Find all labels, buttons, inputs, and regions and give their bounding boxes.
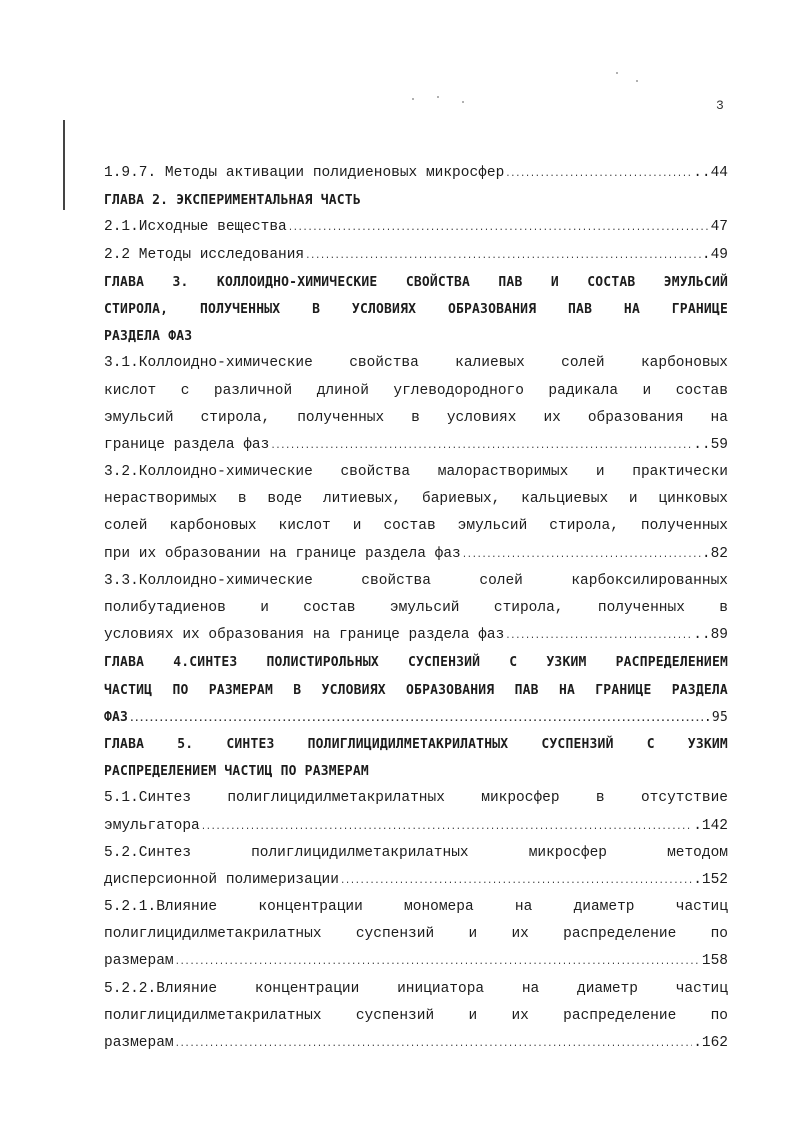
toc-word: ОБРАЗОВАНИЯ bbox=[447, 301, 537, 317]
toc-word: концентрации bbox=[254, 980, 360, 997]
toc-line bbox=[104, 622, 728, 649]
leader-dots bbox=[201, 814, 692, 841]
toc-word: практически bbox=[632, 464, 728, 481]
toc-page-number: ..44 bbox=[693, 165, 728, 181]
toc-line bbox=[104, 568, 728, 595]
toc-word: и bbox=[468, 1007, 478, 1024]
toc-word: нерастворимых bbox=[104, 491, 218, 508]
toc-page-number: 158 bbox=[701, 953, 728, 970]
toc-word: с bbox=[180, 382, 190, 399]
toc-word: микросфер bbox=[528, 844, 608, 861]
toc-page-number: .82 bbox=[701, 545, 728, 562]
toc-word: СИНТЕЗ bbox=[226, 736, 275, 752]
toc-line bbox=[104, 813, 728, 840]
toc-text: при их образовании на границе раздела фаз bbox=[104, 545, 461, 562]
toc-word: НА bbox=[558, 682, 576, 698]
toc-text: 2.1.Исходные вещества bbox=[104, 219, 287, 236]
toc-line bbox=[104, 840, 728, 867]
toc-word: суспензий bbox=[355, 1007, 435, 1024]
scan-speck bbox=[636, 80, 638, 82]
toc-word: стирола, bbox=[493, 600, 564, 616]
toc-word: УЗКИМ bbox=[687, 736, 728, 752]
toc-word: ОБРАЗОВАНИЯ bbox=[406, 682, 495, 698]
leader-dots bbox=[270, 433, 692, 460]
toc-word: В bbox=[312, 301, 321, 317]
toc-word: УСЛОВИЯХ bbox=[351, 301, 417, 317]
toc-text: размерам bbox=[104, 1035, 174, 1051]
toc-page-number: .49 bbox=[701, 246, 728, 263]
toc-word: состав bbox=[383, 518, 436, 535]
toc-word: С bbox=[509, 655, 518, 671]
toc-word: ГЛАВА bbox=[104, 274, 145, 290]
toc-word: ЭМУЛЬСИЙ bbox=[663, 274, 728, 290]
chapter-heading bbox=[104, 187, 728, 214]
toc-word: ПОЛИГЛИЦИДИЛМЕТАКРИЛАТНЫХ bbox=[307, 736, 509, 752]
toc-word: и bbox=[595, 464, 605, 481]
toc-word: диаметр bbox=[573, 899, 635, 916]
toc-word: СУСПЕНЗИЙ bbox=[541, 736, 614, 752]
toc-word: кислот bbox=[278, 518, 331, 535]
toc-text: размерам bbox=[104, 953, 174, 970]
toc-word: и bbox=[260, 600, 269, 616]
toc-text: ФАЗ bbox=[104, 709, 129, 725]
toc-word: состав bbox=[675, 382, 728, 399]
toc-word: эмульсий bbox=[389, 600, 460, 616]
toc-word: карбоновых bbox=[169, 518, 257, 535]
toc-word: распределение bbox=[563, 1007, 677, 1024]
leader-dots bbox=[175, 949, 701, 976]
toc-line bbox=[104, 976, 728, 1003]
toc-page-number: .152 bbox=[693, 871, 728, 888]
leader-dots bbox=[340, 868, 692, 895]
chapter-heading bbox=[104, 758, 728, 785]
toc-line bbox=[104, 1003, 728, 1030]
toc-line bbox=[104, 948, 728, 975]
toc-page-number: .162 bbox=[693, 1035, 728, 1051]
toc-word: эмульсий bbox=[104, 409, 174, 426]
toc-word: малорастворимых bbox=[437, 464, 569, 481]
toc-text: 1.9.7. Методы активации полидиеновых микросфер bbox=[104, 165, 505, 181]
leader-dots bbox=[505, 623, 692, 650]
toc-word: СТИРОЛА, bbox=[104, 301, 169, 317]
toc-word: в bbox=[719, 600, 728, 616]
toc-word: ГРАНИЦЕ bbox=[671, 301, 728, 317]
toc-word: УСЛОВИЯХ bbox=[321, 682, 386, 698]
toc-word: диаметр bbox=[577, 980, 638, 997]
toc-word: их bbox=[543, 409, 561, 426]
toc-word: ГЛАВА bbox=[104, 655, 145, 671]
toc-word: распределение bbox=[563, 926, 677, 943]
toc-word: свойства bbox=[361, 572, 431, 589]
chapter-heading bbox=[104, 323, 728, 350]
toc-line bbox=[104, 242, 728, 269]
toc-word: ГЛАВА bbox=[104, 736, 145, 752]
toc-word: по bbox=[710, 1007, 728, 1024]
toc-word: 5.2.1.Влияние bbox=[104, 899, 218, 916]
toc-word: И bbox=[550, 274, 559, 290]
toc-word: суспензий bbox=[355, 926, 435, 943]
toc-word: СВОЙСТВА bbox=[405, 274, 471, 290]
scan-speck bbox=[412, 98, 414, 100]
toc-word: СУСПЕНЗИЙ bbox=[407, 655, 481, 671]
leader-dots bbox=[129, 706, 703, 733]
toc-word: карбоновых bbox=[640, 355, 728, 372]
toc-word: РАЗМЕРАМ bbox=[208, 682, 273, 698]
toc-word: солей bbox=[104, 518, 148, 535]
toc-text: условиях их образования на границе раздела фаз bbox=[104, 627, 505, 644]
toc-word: 3. bbox=[172, 274, 189, 290]
toc-word: ПОЛУЧЕННЫХ bbox=[200, 301, 281, 317]
chapter-heading bbox=[104, 649, 728, 676]
leader-dots bbox=[305, 243, 701, 270]
toc-word: стирола, bbox=[549, 518, 619, 535]
chapter-heading bbox=[104, 704, 728, 731]
toc-line bbox=[104, 214, 728, 241]
toc-word: концентрации bbox=[258, 899, 363, 916]
toc-word: ЧАСТИЦ bbox=[104, 682, 153, 698]
toc-text: РАЗДЕЛА ФАЗ bbox=[104, 329, 193, 345]
toc-word: свойства bbox=[340, 464, 411, 481]
toc-word: С bbox=[646, 736, 655, 752]
toc-word: условиях bbox=[446, 409, 517, 426]
toc-page-number: ..89 bbox=[693, 627, 728, 644]
toc-word: РАСПРЕДЕЛЕНИЕМ bbox=[615, 655, 728, 671]
toc-word: инициатора bbox=[397, 980, 485, 997]
toc-line bbox=[104, 595, 728, 622]
toc-line bbox=[104, 921, 728, 948]
toc-word: полученных bbox=[297, 409, 385, 426]
toc-word: углеводородного bbox=[393, 382, 524, 399]
toc-word: литиевых, bbox=[322, 491, 402, 508]
toc-word: 3.3.Коллоидно-химические bbox=[104, 572, 313, 589]
toc-word: эмульсий bbox=[457, 518, 528, 535]
toc-word: полученных bbox=[597, 600, 685, 616]
toc-text: эмульгатора bbox=[104, 817, 200, 834]
toc-word: радикала bbox=[548, 382, 619, 399]
toc-word: ПОЛИСТИРОЛЬНЫХ bbox=[266, 655, 379, 671]
toc-word: на bbox=[521, 980, 540, 997]
toc-text: границе раздела фаз bbox=[104, 436, 270, 453]
scan-speck bbox=[437, 96, 439, 98]
toc-line bbox=[104, 432, 728, 459]
toc-line bbox=[104, 350, 728, 377]
toc-word: частиц bbox=[675, 980, 728, 997]
toc-word: ГРАНИЦЕ bbox=[595, 682, 652, 698]
toc-word: по bbox=[710, 926, 728, 943]
toc-word: состав bbox=[303, 600, 356, 616]
table-of-contents bbox=[104, 160, 728, 1057]
toc-word: кислот bbox=[104, 382, 157, 399]
toc-line bbox=[104, 160, 728, 187]
toc-word: карбоксилированных bbox=[571, 572, 728, 589]
toc-word: ПАВ bbox=[498, 274, 523, 290]
toc-word: СОСТАВ bbox=[587, 274, 636, 290]
toc-text: ГЛАВА 2. ЭКСПЕРИМЕНТАЛЬНАЯ ЧАСТЬ bbox=[104, 193, 361, 209]
toc-word: стирола, bbox=[200, 409, 271, 426]
toc-word: длиной bbox=[316, 382, 369, 399]
scan-margin-line bbox=[63, 120, 65, 210]
toc-text: 2.2 Методы исследования bbox=[104, 246, 305, 263]
toc-word: УЗКИМ bbox=[546, 655, 587, 671]
toc-word: 5.2.2.Влияние bbox=[104, 980, 218, 997]
toc-word: полиглицидилметакрилатных bbox=[251, 844, 469, 861]
toc-word: на bbox=[710, 409, 728, 426]
toc-word: микросфер bbox=[481, 790, 560, 807]
toc-word: полученных bbox=[640, 518, 728, 535]
toc-page-number: .95 bbox=[703, 709, 728, 725]
toc-line bbox=[104, 894, 728, 921]
toc-text: дисперсионной полимеризации bbox=[104, 871, 339, 888]
page-number: 3 bbox=[716, 98, 724, 113]
toc-word: различной bbox=[213, 382, 293, 399]
scan-speck bbox=[462, 101, 464, 103]
chapter-heading bbox=[104, 296, 728, 323]
toc-word: 5.2.Синтез bbox=[104, 844, 192, 861]
toc-word: частиц bbox=[675, 899, 728, 916]
toc-word: методом bbox=[667, 844, 728, 861]
toc-word: полибутадиенов bbox=[104, 600, 226, 616]
toc-word: в bbox=[595, 790, 605, 807]
toc-word: свойства bbox=[349, 355, 419, 372]
toc-line bbox=[104, 541, 728, 568]
toc-word: и bbox=[352, 518, 362, 535]
chapter-heading bbox=[104, 731, 728, 758]
toc-text: РАСПРЕДЕЛЕНИЕМ ЧАСТИЦ ПО РАЗМЕРАМ bbox=[104, 764, 369, 780]
toc-word: мономера bbox=[404, 899, 474, 916]
toc-word: 3.1.Коллоидно-химические bbox=[104, 355, 313, 372]
toc-word: калиевых bbox=[455, 355, 525, 372]
toc-word: 5. bbox=[177, 736, 194, 752]
toc-line bbox=[104, 378, 728, 405]
toc-line bbox=[104, 785, 728, 812]
toc-word: полиглицидилметакрилатных bbox=[227, 790, 445, 807]
toc-word: воде bbox=[267, 491, 303, 508]
toc-word: и bbox=[468, 926, 478, 943]
toc-word: на bbox=[514, 899, 533, 916]
leader-dots bbox=[175, 1031, 693, 1058]
toc-word: и bbox=[642, 382, 652, 399]
toc-word: РАЗДЕЛА bbox=[671, 682, 728, 698]
toc-word: ПО bbox=[172, 682, 189, 698]
toc-word: полиглицидилметакрилатных bbox=[104, 1007, 322, 1024]
toc-page-number: ..59 bbox=[693, 436, 728, 453]
toc-word: полиглицидилметакрилатных bbox=[104, 926, 322, 943]
leader-dots bbox=[462, 542, 701, 569]
toc-word: в bbox=[411, 409, 420, 426]
toc-word: ПАВ bbox=[514, 682, 539, 698]
toc-line bbox=[104, 486, 728, 513]
toc-page-number: .142 bbox=[693, 817, 728, 834]
toc-word: ПАВ bbox=[568, 301, 593, 317]
leader-dots bbox=[505, 161, 692, 188]
scan-speck bbox=[616, 72, 618, 74]
toc-word: их bbox=[511, 926, 529, 943]
toc-word: солей bbox=[479, 572, 523, 589]
chapter-heading bbox=[104, 677, 728, 704]
toc-line bbox=[104, 1030, 728, 1057]
toc-word: НА bbox=[623, 301, 640, 317]
toc-word: цинковых bbox=[658, 491, 728, 508]
toc-line bbox=[104, 513, 728, 540]
toc-word: солей bbox=[561, 355, 605, 372]
toc-line bbox=[104, 459, 728, 486]
toc-line bbox=[104, 867, 728, 894]
toc-word: и bbox=[628, 491, 638, 508]
toc-word: бариевых, bbox=[422, 491, 501, 508]
chapter-heading bbox=[104, 269, 728, 296]
toc-word: 4.СИНТЕЗ bbox=[173, 655, 238, 671]
toc-word: 5.1.Синтез bbox=[104, 790, 192, 807]
toc-word: образования bbox=[587, 409, 684, 426]
toc-word: КОЛЛОИДНО-ХИМИЧЕСКИЕ bbox=[216, 274, 378, 290]
toc-word: в bbox=[237, 491, 247, 508]
leader-dots bbox=[288, 215, 710, 242]
toc-word: их bbox=[511, 1007, 529, 1024]
toc-line bbox=[104, 405, 728, 432]
toc-word: кальциевых bbox=[521, 491, 609, 508]
toc-word: 3.2.Коллоидно-химические bbox=[104, 464, 313, 481]
toc-word: отсутствие bbox=[640, 790, 728, 807]
toc-page-number: 47 bbox=[710, 219, 728, 236]
toc-word: В bbox=[293, 682, 302, 698]
